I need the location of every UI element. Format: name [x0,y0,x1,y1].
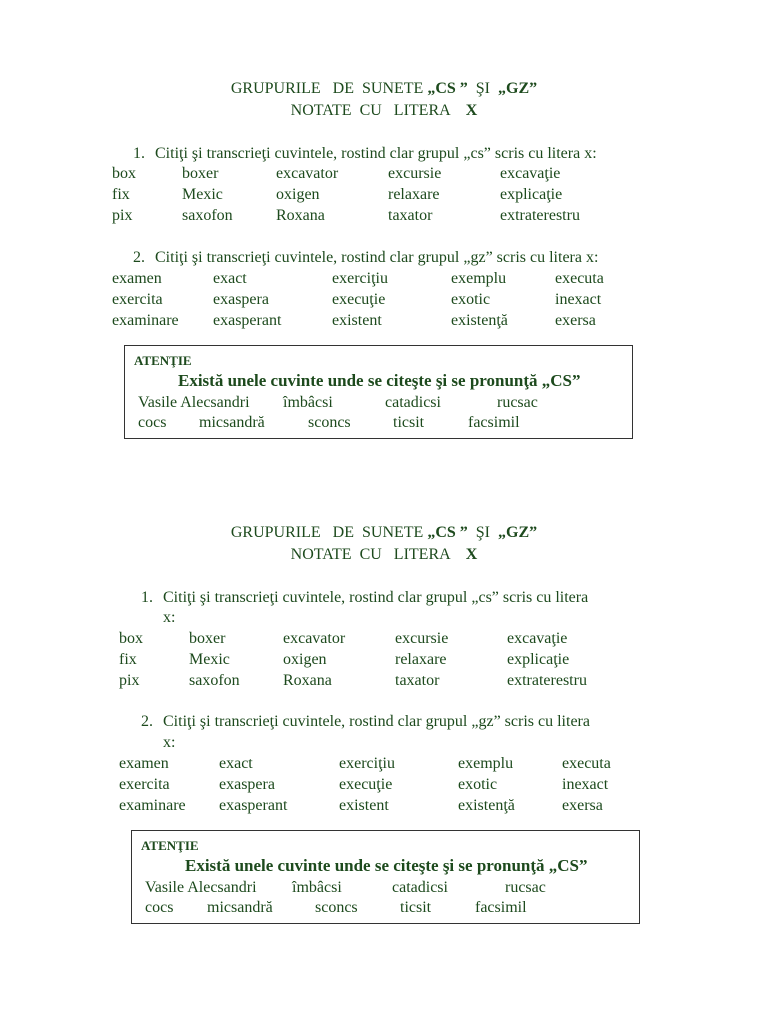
word: sconcs [315,899,358,916]
word: executa [555,270,604,287]
word: box [119,630,143,647]
word: rucsac [497,394,538,411]
word: saxofon [189,672,240,689]
word: cocs [145,899,174,916]
attention-warning: Există unele cuvinte unde se citeşte şi se pronunţă „CS” [178,371,581,390]
word: Mexic [189,651,230,668]
word: box [112,165,136,182]
exercise-1-instruction-wrap: x: [163,609,176,626]
word: relaxare [395,651,447,668]
word: exasperant [219,797,288,814]
exercise-2-instruction: 2. Citiţi şi transcrieţi cuvintele, rostind clar grupul „gz” scris cu litera x: [133,249,599,266]
title-line-2: NOTATE CU LITERA X [290,102,478,119]
word: exemplu [458,755,514,772]
word: exersa [555,312,596,329]
word: exercita [119,776,170,793]
word: extraterestru [500,207,580,224]
title-line-2: NOTATE CU LITERA X [290,546,478,563]
word: saxofon [182,207,233,224]
word: executa [562,755,611,772]
word: excavaţie [500,165,561,182]
attention-warning: Există unele cuvinte unde se citeşte şi se pronunţă „CS” [185,856,588,875]
word: Vasile Alecsandri [138,394,250,411]
word: Roxana [283,672,332,689]
word: exact [219,755,253,772]
title-line-1: GRUPURILE DE SUNETE „CS ” ŞI „GZ” [230,80,538,97]
word: îmbâcsi [283,394,333,411]
word: exact [213,270,247,287]
exercise-2-instruction-wrap: x: [163,734,176,751]
word: boxer [182,165,219,182]
word: sconcs [308,414,351,431]
word: examen [112,270,162,287]
word: examen [119,755,169,772]
word: catadicsi [385,394,441,411]
word: exerciţiu [339,755,395,772]
word: excursie [395,630,449,647]
word: existenţă [451,312,508,329]
word: exerciţiu [332,270,388,287]
word: inexact [555,291,602,308]
word: excavator [276,165,339,182]
word: oxigen [283,651,327,668]
title-line-1: GRUPURILE DE SUNETE „CS ” ŞI „GZ” [230,524,538,541]
word: exotic [451,291,491,308]
word: existenţă [458,797,515,814]
word: taxator [388,207,433,224]
word: îmbâcsi [292,879,342,896]
word: boxer [189,630,226,647]
exercise-1-instruction: 1. Citiţi şi transcrieţi cuvintele, rostind clar grupul „cs” scris cu litera x: [133,145,597,162]
word: ticsit [393,414,425,431]
word: exersa [562,797,603,814]
word: exemplu [451,270,507,287]
word: fix [119,651,137,668]
attention-label: ATENŢIE [141,838,199,853]
word: facsimil [475,899,527,916]
word: oxigen [276,186,320,203]
word: taxator [395,672,440,689]
word: existent [339,797,389,814]
word: excavaţie [507,630,568,647]
word: explicaţie [507,651,570,668]
word: excavator [283,630,346,647]
word: existent [332,312,382,329]
attention-box [131,830,640,924]
word: relaxare [388,186,440,203]
word: exaspera [213,291,269,308]
word: examinare [119,797,186,814]
word: inexact [562,776,609,793]
word: execuţie [339,776,393,793]
word: Vasile Alecsandri [145,879,257,896]
word: Roxana [276,207,325,224]
word: pix [119,672,140,689]
word: facsimil [468,414,520,431]
word: fix [112,186,130,203]
word: Mexic [182,186,223,203]
exercise-2-instruction: 2. Citiţi şi transcrieţi cuvintele, rostind clar grupul „gz” scris cu litera [141,713,590,730]
word: cocs [138,414,167,431]
word: execuţie [332,291,386,308]
word: micsandră [207,899,273,916]
word: extraterestru [507,672,587,689]
word: pix [112,207,133,224]
word: exaspera [219,776,275,793]
word: exotic [458,776,498,793]
word: exasperant [213,312,282,329]
exercise-1-instruction: 1. Citiţi şi transcrieţi cuvintele, rostind clar grupul „cs” scris cu litera [141,589,589,606]
word: excursie [388,165,442,182]
word: examinare [112,312,179,329]
word: catadicsi [392,879,448,896]
word: exercita [112,291,163,308]
word: rucsac [505,879,546,896]
word: micsandră [199,414,265,431]
word: explicaţie [500,186,563,203]
attention-label: ATENŢIE [134,353,192,368]
word: ticsit [400,899,432,916]
